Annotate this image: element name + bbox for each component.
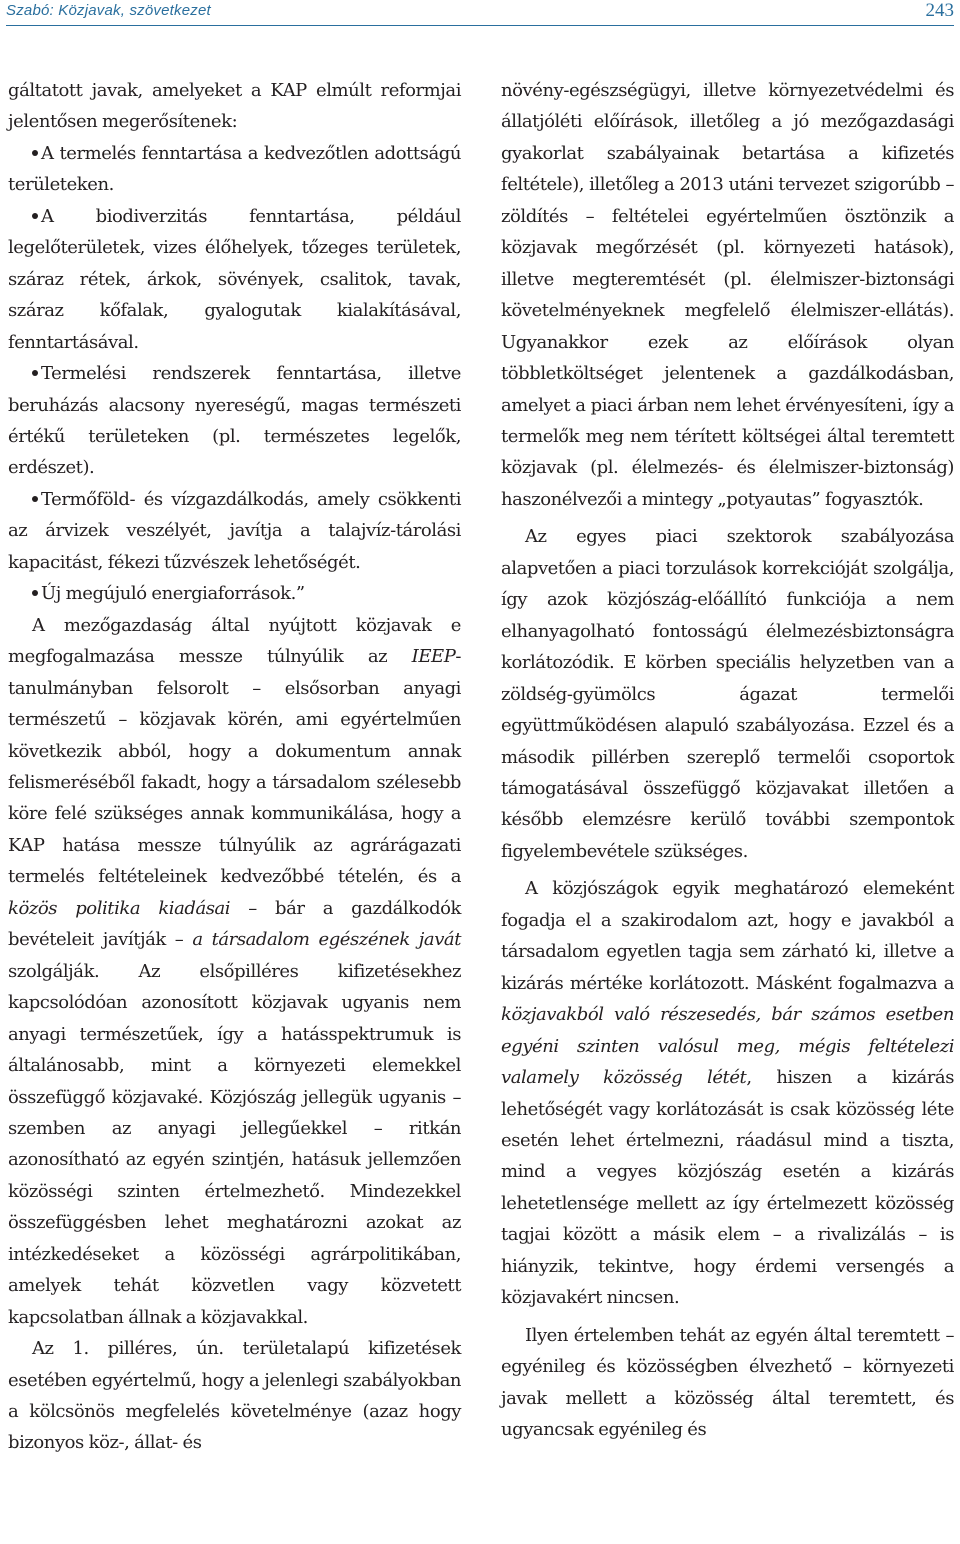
bullet-item [8,484,461,578]
running-header [0,0,960,26]
italic-phrase: közjavakból való részesedés, bár számos esetben egyéni szinten valósul meg, mégis feltételezi valamely közösség létét [501,1004,954,1089]
bullet-text: A termelés fenntartása a kedvezőtlen adottságú területeken. [8,142,461,196]
body-paragraph: Az egyes piaci szektorok szabályozása alapvetően a piaci torzulások korrekcióját szolgálja, így azok közjószág-előállító funkciója a nem elhanyagolható fontosságú élelmezésbiztonságra korlátozódik. E körben speciális helyzetben van a zöldség-gyümölcs ágazat termelői együttműködésen alapuló szabályozása. Ezzel és a második pillérben szereplő termelői csoportok támogatásával összefüggő közjavakat illetően a később elemzésre kerülő további szempontok figyelembevétele szükséges. [501,526,954,862]
bullet-icon [32,484,41,515]
bullet-icon [32,201,41,232]
paragraph-continued: gáltatott javak, amelyeket a KAP elmúlt reformjai jelentősen megerősítenek: [8,80,461,133]
body-paragraph: A közjószágok egyik meghatározó elemeként fogadja el a szakirodalom azt, hogy e javakból a társadalom egyetlen tagja sem zárható ki, illetve a kizárás mértéke korlátozott. Másként fogalmazva a közjavakból való részesedés, bár számos esetben egyéni szinten valósul meg, mégis feltételezi valamely közösség létét, hiszen a kizárás lehetőségét vagy korlátozását is csak közösség léte esetén lehet értelmezni, ráadásul mind a tiszta, mind a vegyes közjószág esetén a kizárás lehetetlensége mellett az így értelmezett közösség tagjai között a másik elem – a rivalizálás – is hiányzik, tekintve, hogy érdemi versengés a közjavakért nincsen. [501,878,954,1309]
bullet-text: A biodiverzitás fenntartása, például legelőterületek, vizes élőhelyek, tőzeges területek, száraz rétek, árkok, sövények, csalitok, tavak, száraz kőfalak, gyalogutak kialakításával, fenntartásával. [8,205,461,353]
italic-phrase: a társadalom egészének javát [192,929,461,951]
bullet-icon [32,578,41,609]
left-column [8,75,461,1459]
italic-term: IEEP [411,646,456,668]
right-column [501,75,954,1445]
bullet-item [8,578,461,609]
bullet-item [8,201,461,358]
running-title: Szabó: Közjavak, szövetkezet [6,2,211,19]
bullet-icon [32,138,41,169]
bullet-text: Termőföld- és vízgazdálkodás, amely csökkenti az árvizek veszélyét, javítja a talajvíz-tárolási kapacitást, fékezi tűzvészek lehetőségét. [8,488,461,573]
bullet-text: Új megújuló energiaforrások.” [41,583,305,605]
page-number: 243 [925,0,954,21]
header-rule [6,25,954,26]
italic-phrase: közös politika kiadásai [8,897,231,919]
bullet-item [8,138,461,201]
bullet-item [8,358,461,484]
body-paragraph: Az 1. pilléres, ún. területalapú kifizetések esetében egyértelmű, hogy a jelenlegi szabályokban a kölcsönös megfelelés követelménye (azaz hogy bizonyos köz-, állat- és [8,1338,461,1454]
paragraph-continued: növény-egészségügyi, illetve környezetvédelmi és állatjóléti előírások, illetőleg a jó mezőgazdasági gyakorlat szabályainak betartása a kifizetés feltétele), illetőleg a 2013 utáni tervezet szigorúbb – zöldítés – feltételei egyértelműen ösztönzik a közjavak megőrzését (pl. környezeti hatások), illetve megteremtését (pl. élelmiszer-biztonsági követelményeknek megfelelő élelmiszer-ellátás). Ugyanakkor ezek az előírások olyan többletköltséget jelentenek a gazdálkodásban, amelyet a piaci árban nem lehet érvényesíteni, így a termelők meg nem térített költségei által teremtett közjavak (pl. élelmezés- és élelmiszer-biztonság) haszonélvezői a mintegy „potyautas” fogyasztók. [501,80,954,510]
bullet-text: Termelési rendszerek fenntartása, illetve beruházás alacsony nyereségű, magas természeti értékű területeken (pl. természetes legelők, erdészet). [8,363,461,479]
body-paragraph: Ilyen értelemben tehát az egyén által teremtett – egyénileg és közösségben élvezhető – környezeti javak mellett a közösség által teremtett, és ugyancsak egyénileg és [501,1324,954,1441]
bullet-icon [32,358,41,389]
body-paragraph: A mezőgazdaság által nyújtott közjavak e megfogalmazása messze túlnyúlik az IEEP-tanulmányban felsorolt – elsősorban anyagi természetű – közjavak körén, ami egyértelműen következik abból, hogy a dokumentum annak felismeréséből fakadt, hogy a társadalom szélesebb köre felé szükséges annak kommunikálása, hogy a KAP hatása messze túlnyúlik az agrárágazati termelés feltételeinek kedvezőbbé tételén, és a közös politika kiadásai – bár a gazdálkodók bevételeit javítják – a társadalom egészének javát szolgálják. Az elsőpilléres kifizetésekhez kapcsolódóan azonosított közjavak ugyanis nem anyagi természetűek, így a hatásspektrumuk is általánosabb, mint a környezeti elemekkel összefüggő közjavaké. Közjószág jellegük ugyanis – szemben az anyagi jellegűekkel – ritkán azonosítható az egyén szintjén, hatásuk jellemzően közösségi szinten értelmezhető. Mindezekkel összefüggésben lehet meghatározni azokat az intézkedéseket a közösségi agrárpolitikában, amelyek tehát közvetlen vagy közvetett kapcsolatban állnak a közjavakkal. [8,614,461,1328]
